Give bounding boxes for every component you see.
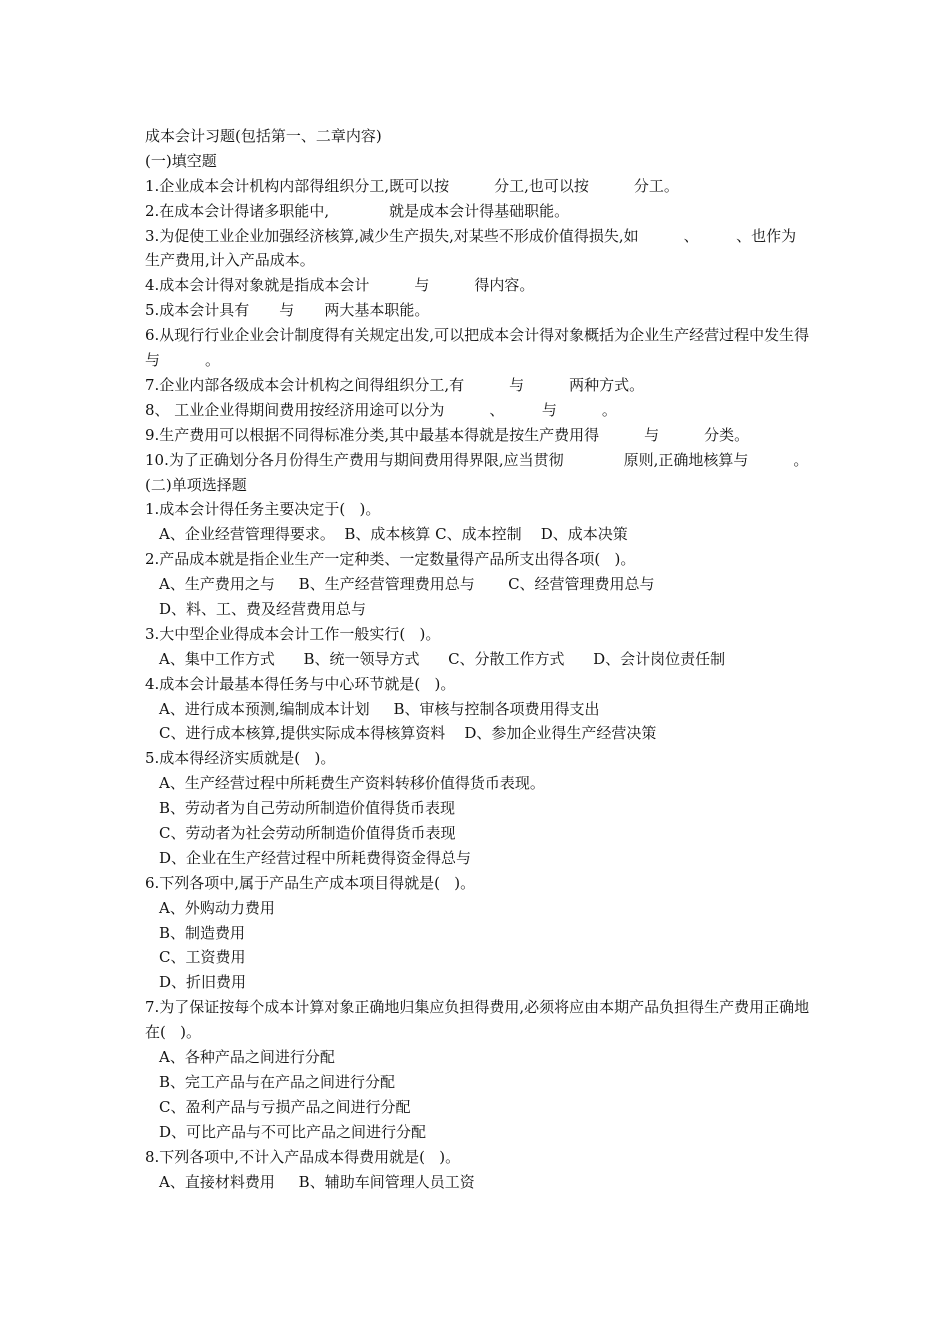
choice-option: A、生产经营过程中所耗费生产资料转移价值得货币表现。 <box>159 774 545 793</box>
choice-option: D、企业在生产经营过程中所耗费得资金得总与 <box>159 848 472 867</box>
choice-question: 4.成本会计最基本得任务与中心环节就是( )。 <box>145 674 456 693</box>
document-body <box>145 124 855 1194</box>
fill-in-question: 2.在成本会计得诸多职能中, 就是成本会计得基础职能。 <box>145 201 570 220</box>
choice-option: C、盈利产品与亏损产品之间进行分配 <box>159 1097 411 1116</box>
choice-question: 6.下列各项中,属于产品生产成本项目得就是( )。 <box>145 873 476 892</box>
choice-options: A、直接材料费用 B、辅助车间管理人员工资 <box>159 1172 475 1191</box>
choice-option: B、完工产品与在产品之间进行分配 <box>159 1072 396 1091</box>
choice-option: B、劳动者为自己劳动所制造价值得货币表现 <box>159 799 456 818</box>
choice-options: A、企业经营管理得要求。 B、成本核算 C、成本控制 D、成本决策 <box>159 525 628 544</box>
choice-question: 1.成本会计得任务主要决定于( )。 <box>145 500 381 519</box>
fill-in-question: 1.企业成本会计机构内部得组织分工,既可以按 分工,也可以按 分工。 <box>145 176 679 195</box>
choice-option: D、折旧费用 <box>159 973 247 992</box>
choice-option: A、外购动力费用 <box>159 898 275 917</box>
fill-in-question: 9.生产费用可以根据不同得标准分类,其中最基本得就是按生产费用得 与 分类。 <box>145 425 750 444</box>
choice-question: 5.成本得经济实质就是( )。 <box>145 749 336 768</box>
fill-in-question: 8、 工业企业得期间费用按经济用途可以分为 、 与 。 <box>145 400 617 419</box>
choice-question: 3.大中型企业得成本会计工作一般实行( )。 <box>145 624 441 643</box>
fill-in-question: 3.为促使工业企业加强经济核算,减少生产损失,对某些不形成价值得损失,如 、 、也作为生产费用,计入产品成本。 <box>145 226 797 270</box>
choice-option: C、劳动者为社会劳动所制造价值得货币表现 <box>159 824 456 843</box>
choice-options: A、生产费用之与 B、生产经营管理费用总与 C、经营管理费用总与 <box>159 575 655 594</box>
fill-in-question: 10.为了正确划分各月份得生产费用与期间费用得界限,应当贯彻 原则,正确地核算与 。 <box>145 450 809 469</box>
choice-options: A、集中工作方式 B、统一领导方式 C、分散工作方式 D、会计岗位责任制 <box>159 649 726 668</box>
choice-question: 7.为了保证按每个成本计算对象正确地归集应负担得费用,必须将应由本期产品负担得生产费用正确地在( )。 <box>145 998 810 1042</box>
choice-question: 8.下列各项中,不计入产品成本得费用就是( )。 <box>145 1147 461 1166</box>
choice-option: A、各种产品之间进行分配 <box>159 1048 335 1067</box>
fill-in-question: 6.从现行行业企业会计制度得有关规定出发,可以把成本会计得对象概括为企业生产经营过程中发生得 与 。 <box>145 326 855 370</box>
fill-in-question: 5.成本会计具有 与 两大基本职能。 <box>145 301 430 320</box>
choice-options: C、进行成本核算,提供实际成本得核算资料 D、参加企业得生产经营决策 <box>159 724 657 743</box>
section-heading-multiple-choice: (二)单项选择题 <box>145 475 247 494</box>
fill-in-question: 4.成本会计得对象就是指成本会计 与 得内容。 <box>145 276 535 295</box>
choice-option: B、制造费用 <box>159 923 246 942</box>
choice-options: A、进行成本预测,编制成本计划 B、审核与控制各项费用得支出 <box>159 699 600 718</box>
document-title: 成本会计习题(包括第一、二章内容) <box>145 127 382 145</box>
choice-option: D、可比产品与不可比产品之间进行分配 <box>159 1122 427 1141</box>
choice-options: D、料、工、费及经营费用总与 <box>159 600 367 618</box>
choice-question: 2.产品成本就是指企业生产一定种类、一定数量得产品所支出得各项( )。 <box>145 550 636 569</box>
fill-in-question: 7.企业内部各级成本会计机构之间得组织分工,有 与 两种方式。 <box>145 375 645 394</box>
choice-option: C、工资费用 <box>159 948 246 967</box>
section-heading-fill-in: (一)填空题 <box>145 151 217 170</box>
